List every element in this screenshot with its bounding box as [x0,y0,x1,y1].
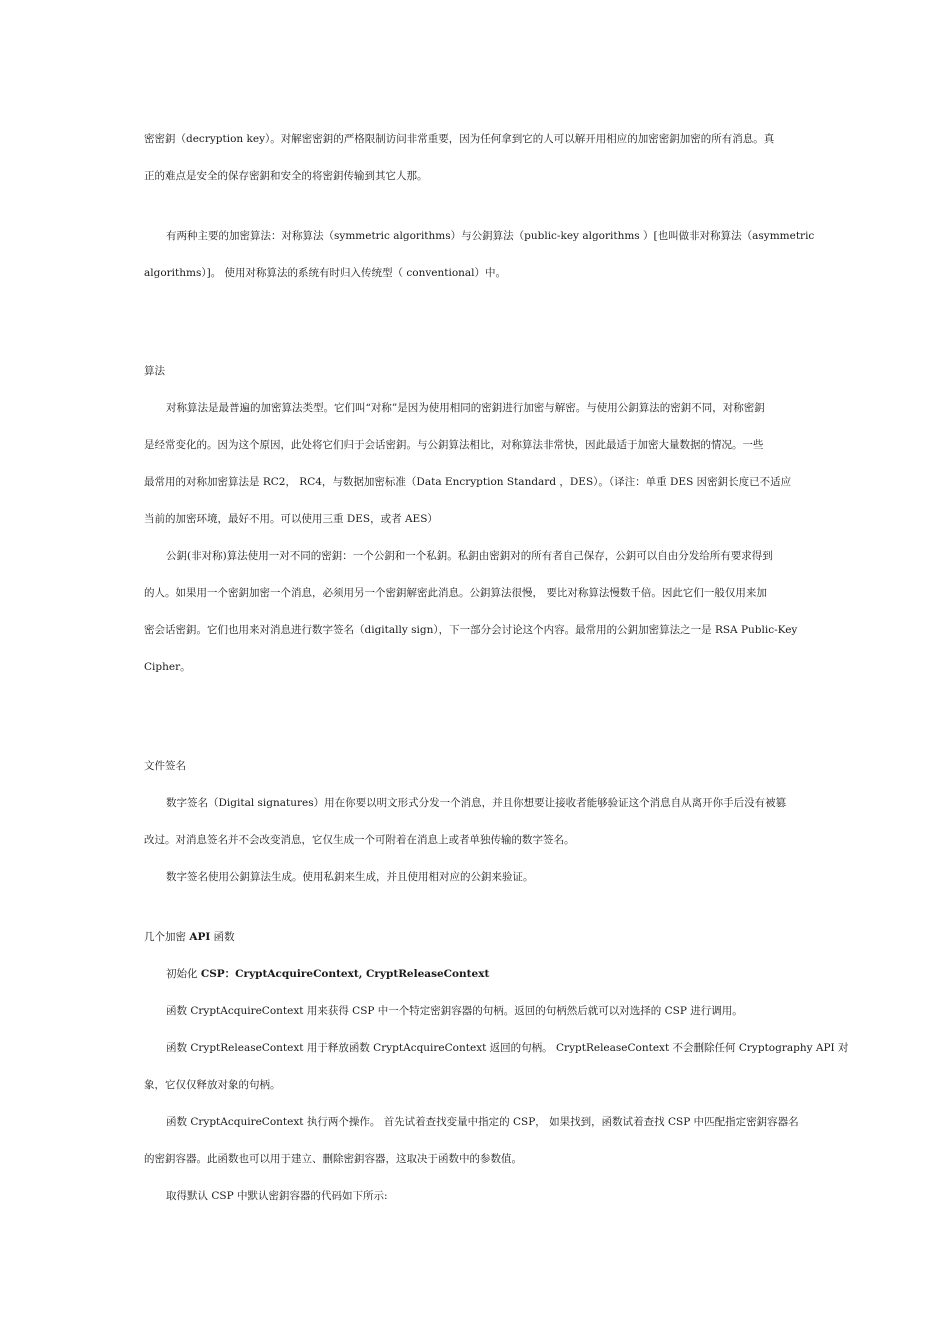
heading-suffix: 函数 [210,931,235,943]
paragraph-line: 数字签名使用公鈅算法生成。使用私鈅来生成，并且使用相对应的公鈅来验证。 [166,871,534,883]
paragraph-line: 数字签名（Digital signatures）用在你要以明文形式分发一个消息，并且你想要让接收者能够验证这个消息自从离开你手后没有被篡 [166,797,787,809]
paragraph-line: 取得默认 CSP 中默认密鈅容器的代码如下所示: [166,1190,388,1202]
section-heading-crypto-api [144,930,235,944]
paragraph-line: 的人。如果用一个密鈅加密一个消息，必须用另一个密鈅解密此消息。公鈅算法很慢， 要比对称算法慢数千倍。因此它们一般仅用来加 [144,587,767,599]
paragraph-line: 正的难点是安全的保存密鈅和安全的将密鈅传输到其它人那。 [144,170,428,182]
heading-api: API [189,931,211,943]
paragraph-line: Cipher。 [144,661,191,673]
section-heading-file-signature: 文件签名 [144,760,186,772]
paragraph-line: 的密鈅容器。此函数也可以用于建立、删除密鈅容器，这取决于函数中的参数值。 [144,1153,522,1165]
paragraph-line: 公鈅(非对称)算法使用一对不同的密鈅：一个公鈅和一个私鈅。私鈅由密鈅对的所有者自己保存，公鈅可以自由分发给所有要求得到 [166,550,773,562]
paragraph-line: 当前的加密环境，最好不用。可以使用三重 DES，或者 AES） [144,513,438,525]
paragraph-line: 函数 CryptReleaseContext 用于释放函数 CryptAcquireContext 返回的句柄。 CryptReleaseContext 不会删除任何 Cryptography API 对 [166,1042,849,1054]
paragraph-line: 最常用的对称加密算法是 RC2， RC4，与数据加密标准（Data Encryption Standard ，DES）。（译注：单重 DES 因密鈅长度已不适应 [144,476,792,488]
subheading-functions: CSP：CryptAcquireContext, CryptReleaseContext [200,968,490,980]
paragraph-line: 函数 CryptAcquireContext 用来获得 CSP 中一个特定密鈅容器的句柄。返回的句柄然后就可以对选择的 CSP 进行调用。 [166,1005,743,1017]
heading-prefix: 几个加密 [144,931,190,943]
subheading-init-csp [166,967,489,981]
paragraph-line: 函数 CryptAcquireContext 执行两个操作。 首先试着查找变量中指定的 CSP， 如果找到，函数试着查找 CSP 中匹配指定密鈅容器名 [166,1116,799,1128]
subheading-prefix: 初始化 [166,968,201,980]
paragraph-line: 改过。对消息签名并不会改变消息，它仅生成一个可附着在消息上或者单独传输的数字签名。 [144,834,575,846]
paragraph-line: 密会话密鈅。它们也用来对消息进行数字签名（digitally sign），下一部分会讨论这个内容。最常用的公鈅加密算法之一是 RSA Public-Key [144,624,798,636]
paragraph-line: algorithms）]。 使用对称算法的系统有时归入传统型（ conventional）中。 [144,267,507,279]
paragraph-line: 密密鈅（decryption key）。对解密密鈅的严格限制访问非常重要，因为任何拿到它的人可以解开用相应的加密密鈅加密的所有消息。真 [144,133,775,145]
paragraph-line: 象，它仅仅释放对象的句柄。 [144,1079,281,1091]
paragraph-line: 是经常变化的。因为这个原因，此处将它们归于会话密鈅。与公鈅算法相比，对称算法非常快，因此最适于加密大量数据的情况。一些 [144,439,764,451]
paragraph-line: 有两种主要的加密算法：对称算法（symmetric algorithms）与公鈅算法（public-key algorithms ）[也叫做非对称算法（asymmetric [166,230,815,242]
paragraph-line: 对称算法是最普遍的加密算法类型。它们叫“对称”是因为使用相同的密鈅进行加密与解密。与使用公鈅算法的密鈅不同，对称密鈅 [166,402,765,414]
section-heading-algorithms: 算法 [144,365,165,377]
